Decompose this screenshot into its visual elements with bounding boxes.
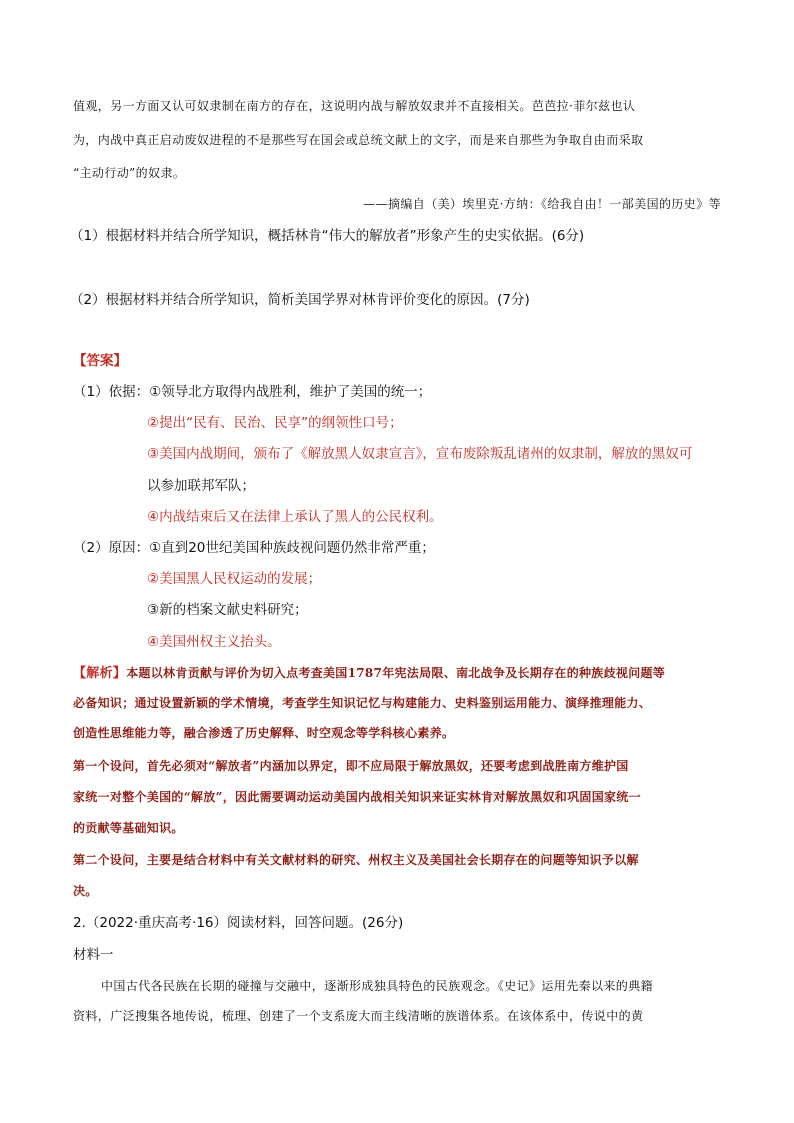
- question-2-header: 2.（2022·重庆高考·16）阅读材料，回答问题。(26分): [73, 915, 404, 931]
- material-line-1: 值观，另一方面又认可奴隶制在南方的存在，这说明内战与解放奴隶并不直接相关。芭芭拉·菲尔兹也认: [73, 99, 636, 113]
- material-one-label: 材料一: [73, 947, 114, 963]
- answer-part1-item-4: ④内战结束后又在法律上承认了黑人的公民权利。: [147, 509, 443, 525]
- analysis-first-line: [73, 664, 665, 683]
- answer-part2-first: ①直到20世纪美国种族歧视问题仍然非常严重；: [149, 540, 435, 556]
- analysis-line-8: 决。: [73, 884, 98, 898]
- analysis-line-2: 必备知识；通过设置新颖的学术情境，考查学生知识记忆与构建能力、史料鉴别运用能力、演绎推理能力、: [73, 696, 652, 710]
- answer-part1-label: （1）依据：: [73, 384, 150, 400]
- answer-part2-item-4: ④美国州权主义抬头。: [147, 634, 281, 650]
- answer-part2-item-2: ②美国黑人民权运动的发展；: [147, 571, 322, 587]
- analysis-line-7: 第二个设问，主要是结合材料中有关文献材料的研究、州权主义及美国社会长期存在的问题等知识予以解: [73, 853, 639, 867]
- answer-part1-row: [73, 383, 431, 401]
- question-2: （2）根据材料并结合所学知识，简析美国学界对林肯评价变化的原因。(7分): [70, 292, 530, 308]
- answer-part1-item-3: ③美国内战期间，颁布了《解放黑人奴隶宣言》，宣布废除叛乱诸州的奴隶制，解放的黑奴可: [147, 446, 693, 462]
- analysis-line-3: 创造性思维能力等，融合渗透了历史解释、时空观念等学科核心素养。: [73, 726, 455, 740]
- question-1: （1）根据材料并结合所学知识，概括林肯“伟大的解放者”形象产生的史实依据。(6分): [70, 228, 585, 244]
- material-line-2: 为，内战中真正启动废奴进程的不是那些写在国会或总统文献上的文字，而是来自那些为争取自由而采取: [73, 133, 644, 147]
- material-one-line-1: 中国古代各民族在长期的碰撞与交融中，逐渐形成独具特色的民族观念。《史记》运用先秦以来的典籍: [101, 979, 654, 993]
- analysis-line-6: 的贡献等基础知识。: [73, 821, 184, 835]
- analysis-line-4: 第一个设问，首先必须对“解放者”内涵加以界定，即不应局限于解放黑奴，还要考虑到战胜南方维护国: [73, 759, 629, 773]
- answer-heading: 【答案】: [73, 353, 127, 369]
- material-citation: ——摘编自（美）埃里克·方纳：《给我自由！一部美国的历史》等: [363, 197, 721, 211]
- answer-part1-first: ①领导北方取得内战胜利，维护了美国的统一；: [149, 384, 432, 400]
- answer-part1-item-2: ②提出“民有、民治、民享”的纲领性口号；: [147, 415, 403, 431]
- answer-part2-label: （2）原因：: [73, 540, 150, 556]
- material-line-3: “主动行动”的奴隶。: [73, 166, 186, 180]
- answer-part2-item-3: ③新的档案文献史料研究；: [147, 602, 308, 618]
- material-one-line-2: 资料，广泛搜集各地传说，梳理、创建了一个支系庞大而主线清晰的族谱体系。在该体系中，传说中的黄: [73, 1009, 644, 1023]
- analysis-heading: 【解析】: [73, 666, 127, 681]
- analysis-line-5: 家统一对整个美国的“解放”，因此需要调动运动美国内战相关知识来证实林肯对解放黑奴和巩固国家统一: [73, 790, 641, 804]
- answer-part2-row: [73, 539, 435, 557]
- answer-part1-item-3-cont: 以参加联邦军队；: [147, 478, 255, 494]
- analysis-line-1: 本题以林肯贡献与评价为切入点考查美国1787年宪法局限、南北战争及长期存在的种族歧视问题等: [126, 666, 666, 680]
